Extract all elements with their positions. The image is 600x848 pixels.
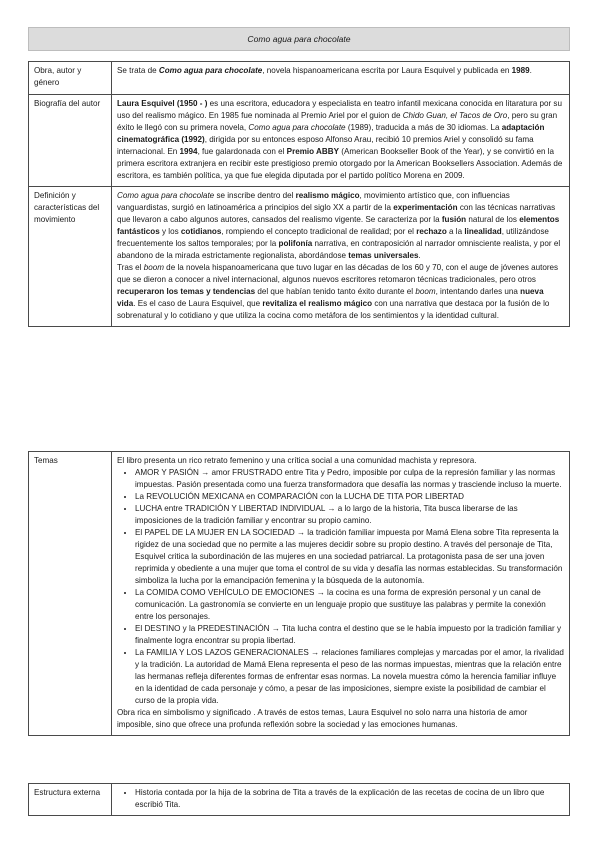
themes-table (28, 451, 570, 736)
list-item: • La COMIDA COMO VEHÍCULO DE EMOCIONES → la cocina es una forma de expresión personal y un canal de comunicación. La gastronomía se convierte en un lenguaje propio que sustituye las palabras y permite la conexión entre los personajes. (135, 587, 564, 623)
structure-list (117, 787, 564, 811)
document-title: Como agua para chocolate (28, 27, 570, 51)
row-label: Biografía del autor (29, 95, 112, 187)
row-content (112, 452, 570, 736)
table-row (29, 452, 570, 736)
info-table (28, 61, 570, 327)
row-label: Definición y características del movimiento (29, 187, 112, 327)
table-row (29, 95, 570, 187)
list-item: • AMOR Y PASIÓN → amor FRUSTRADO entre Tita y Pedro, imposible por culpa de la represión familiar y las normas impuestas. Pasión presentada como una fuerza transformadora que desafía las normas y trasciende incluso la muerte. (135, 467, 564, 491)
table-row (29, 784, 570, 816)
table-row (29, 62, 570, 95)
list-item: • El DESTINO y la PREDESTINACIÓN → Tita lucha contra el destino que se le había impuesto por la tradición familiar y finalmente logra encontrar su propia libertad. (135, 623, 564, 647)
list-item: • El PAPEL DE LA MUJER EN LA SOCIEDAD → la tradición familiar impuesta por Mamá Elena sobre Tita representa la rigidez de una sociedad que no permite a las mujeres decidir sobre su propio destino. A través del personaje de Tita, Esquivel critica la subordinación de las mujeres en una sociedad patriarcal. La protagonista pasa de ser una joven reprimida y obediente a una mujer que toma el control de su vida y desafía las normas establecidas. Su transformación simboliza la lucha por la emancipación femenina y la búsqueda de la autonomía. (135, 527, 564, 587)
row-label: Estructura externa (29, 784, 112, 816)
themes-outro: Obra rica en simbolismo y significado . A través de estos temas, Laura Esquivel no solo narra una historia de amor imposible, sino que ofrece una profunda reflexión sobre la sociedad y las emociones humanas. (117, 708, 528, 729)
themes-intro: El libro presenta un rico retrato femenino y una crítica social a una comunidad machista y represora. (117, 456, 477, 465)
list-item: • Historia contada por la hija de la sobrina de Tita a través de la explicación de las recetas de cocina de un libro que escribió Tita. (135, 787, 564, 811)
structure-table (28, 783, 570, 816)
themes-list (117, 467, 564, 707)
row-content: Se trata de Como agua para chocolate, novela hispanoamericana escrita por Laura Esquivel y publicada en 1989. (112, 62, 570, 95)
row-label: Obra, autor y género (29, 62, 112, 95)
row-content (112, 187, 570, 327)
list-item: • La REVOLUCIÓN MEXICANA en COMPARACIÓN con la LUCHA DE TITA POR LIBERTAD (135, 491, 564, 503)
movement-paragraph-2: Tras el boom de la novela hispanoamericana que tuvo lugar en las décadas de los 60 y 70, con el auge de jóvenes autores que se dieron a conocer a nivel internacional, algunos nuevos escritores retomaron técnicas tradicionales, pero otros recuperaron los temas y tendencias del que habían tenido tanto éxito durante el boom, intentando darles una nueva vida. Es el caso de Laura Esquivel, que revitaliza el realismo mágico con una narrativa que destaca por la fusión de lo sobrenatural y lo cotidiano y que utiliza la cocina como metáfora de los sentimientos y la identidad cultural. (117, 263, 559, 320)
row-content (112, 784, 570, 816)
movement-paragraph-1: Como agua para chocolate se inscribe dentro del realismo mágico, movimiento artístico que, con influencias vanguardistas, surgió en latinoamérica a principios del siglo XX a partir de la experimentación con las técnicas narrativas que llevaron a cabo algunos autores, cansados del realismo vigente. Se caracteriza por la fusión natural de los elementos fantásticos y los cotidianos, rompiendo el concepto tradicional de realidad; por el rechazo a la linealidad, utilizándose frecuentemente los saltos temporales; por la polifonía narrativa, en contraposición al narrador omnisciente realista, y por el abandono de la mirada estrictamente regionalista, abordándose temas universales. (117, 191, 561, 260)
row-label: Temas (29, 452, 112, 736)
row-content: Laura Esquivel (1950 - ) es una escritora, educadora y especialista en teatro infantil mexicana conocida en litaratura por su uso del realismo mágico. En 1985 fue nominada al Premio Ariel por el guion de Chido Guan, el Tacos de Oro, pero su gran éxito le llegó con su primera novela, Como agua para chocolate (1989), traducida a más de 30 idiomas. La adaptación cinematográfica (1992), dirigida por su entonces esposo Alfonso Arau, recibió 10 premios Ariel y consolidó su fama internacional. En 1994, fue galardonada con el Premio ABBY (American Bookseller Book of the Year), y se convirtió en la primera escritora extranjera en recibir este prestigioso premio otorgado por la American Booksellers Association. Además de escritora, es también política, ya que fue elegida diputada por el partido político Morena en 2009. (112, 95, 570, 187)
list-item: • La FAMILIA Y LOS LAZOS GENERACIONALES → relaciones familiares complejas y marcadas por el amor, la rivalidad y la tradición. La autoridad de Mamá Elena representa el peso de las normas impuestas, mientras que la relación entre las hermanas refleja diferentes formas de enfrentar esas normas. La novela muestra cómo la herencia familiar influye en la identidad de cada personaje y cómo, a pesar de las imposiciones, siempre existe la posibilidad de cambiar el curso de la propia vida. (135, 647, 564, 707)
list-item: • LUCHA entre TRADICIÓN Y LIBERTAD INDIVIDUAL → a lo largo de la historia, Tita busca liberarse de las imposiciones de la tradición familiar y encontrar su propio camino. (135, 503, 564, 527)
table-row (29, 187, 570, 327)
